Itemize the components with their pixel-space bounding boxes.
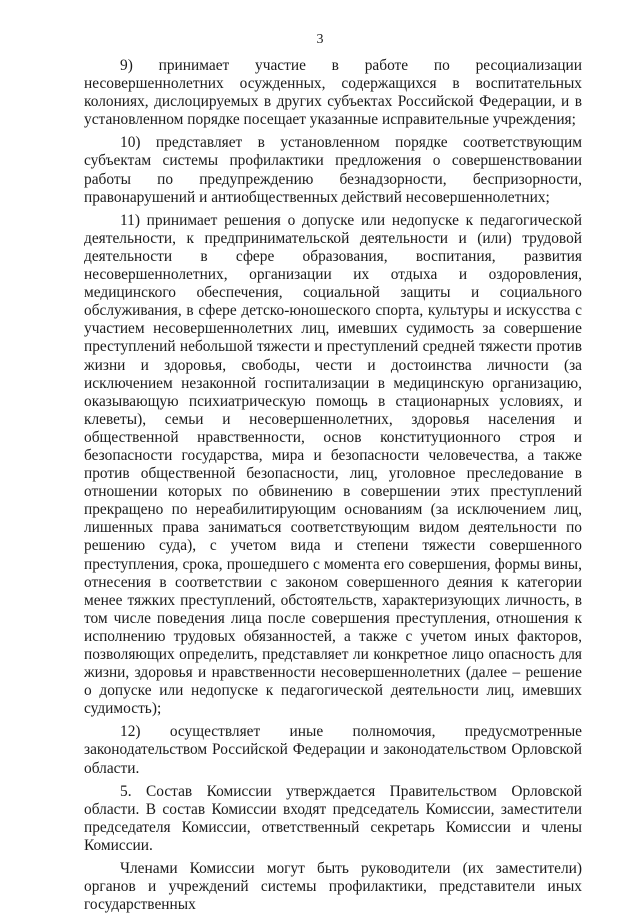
paragraph-section-5: 5. Состав Комиссии утверждается Правительством Орловской области. В состав Комиссии входят председатель Комиссии, заместители председателя Комиссии, ответственный секретарь Комиссии и члены Комиссии. <box>84 782 582 854</box>
paragraph-item-10: 10) представляет в установленном порядке соответствующим субъектам системы профилактики предложения о совершенствовании работы по предупреждению безнадзорности, беспризорности, правонарушений и антиобщественных действий несовершеннолетних; <box>84 134 582 206</box>
page-number: 3 <box>316 32 324 47</box>
paragraph-commission-members: Членами Комиссии могут быть руководители (их заместители) органов и учреждений системы профилактики, представители иных государственных <box>84 860 582 914</box>
paragraph-item-9: 9) принимает участие в работе по ресоциализации несовершеннолетних осужденных, содержащихся в воспитательных колониях, дислоцируемых в других субъектах Российской Федерации, и в установленном порядке посещает указанные исправительные учреждения; <box>84 57 582 129</box>
paragraph-item-12: 12) осуществляет иные полномочия, предусмотренные законодательством Российской Федерации и законодательством Орловской области. <box>84 723 582 777</box>
document-body <box>84 57 582 919</box>
paragraph-item-11: 11) принимает решения о допуске или недопуске к педагогической деятельности, к предпринимательской деятельности и (или) трудовой деятельности в сфере образования, воспитания, развития несовершеннолетних, организации их отдыха и оздоровления, медицинского обеспечения, социальной защиты и социального обслуживания, в сфере детско-юношеского спорта, культуры и искусства с участием несовершеннолетних лиц, имевших судимость за совершение преступлений небольшой тяжести и преступлений средней тяжести против жизни и здоровья, свободы, чести и достоинства личности (за исключением незаконной госпитализации в медицинскую организацию, оказывающую психиатрическую помощь в стационарных условиях, и клеветы), семьи и несовершеннолетних, здоровья населения и общественной нравственности, основ конституционного строя и безопасности государства, мира и безопасности человечества, а также против общественной безопасности, лиц, уголовное преследование в отношении которых по обвинению в совершении этих преступлений прекращено по нереабилитирующим основаниям (за исключением лиц, лишенных права заниматься соответствующим видом деятельности по решению суда), с учетом вида и степени тяжести совершенного преступления, срока, прошедшего с момента его совершения, формы вины, отнесения в соответствии с законом совершенного деяния к категории менее тяжких преступлений, обстоятельств, характеризующих личность, в том числе поведения лица после совершения преступления, отношения к исполнению трудовых обязанностей, а также с учетом иных факторов, позволяющих определить, представляет ли конкретное лицо опасность для жизни, здоровья и нравственности несовершеннолетних (далее – решение о допуске или недопуске к педагогической деятельности лиц, имевших судимость); <box>84 211 582 718</box>
